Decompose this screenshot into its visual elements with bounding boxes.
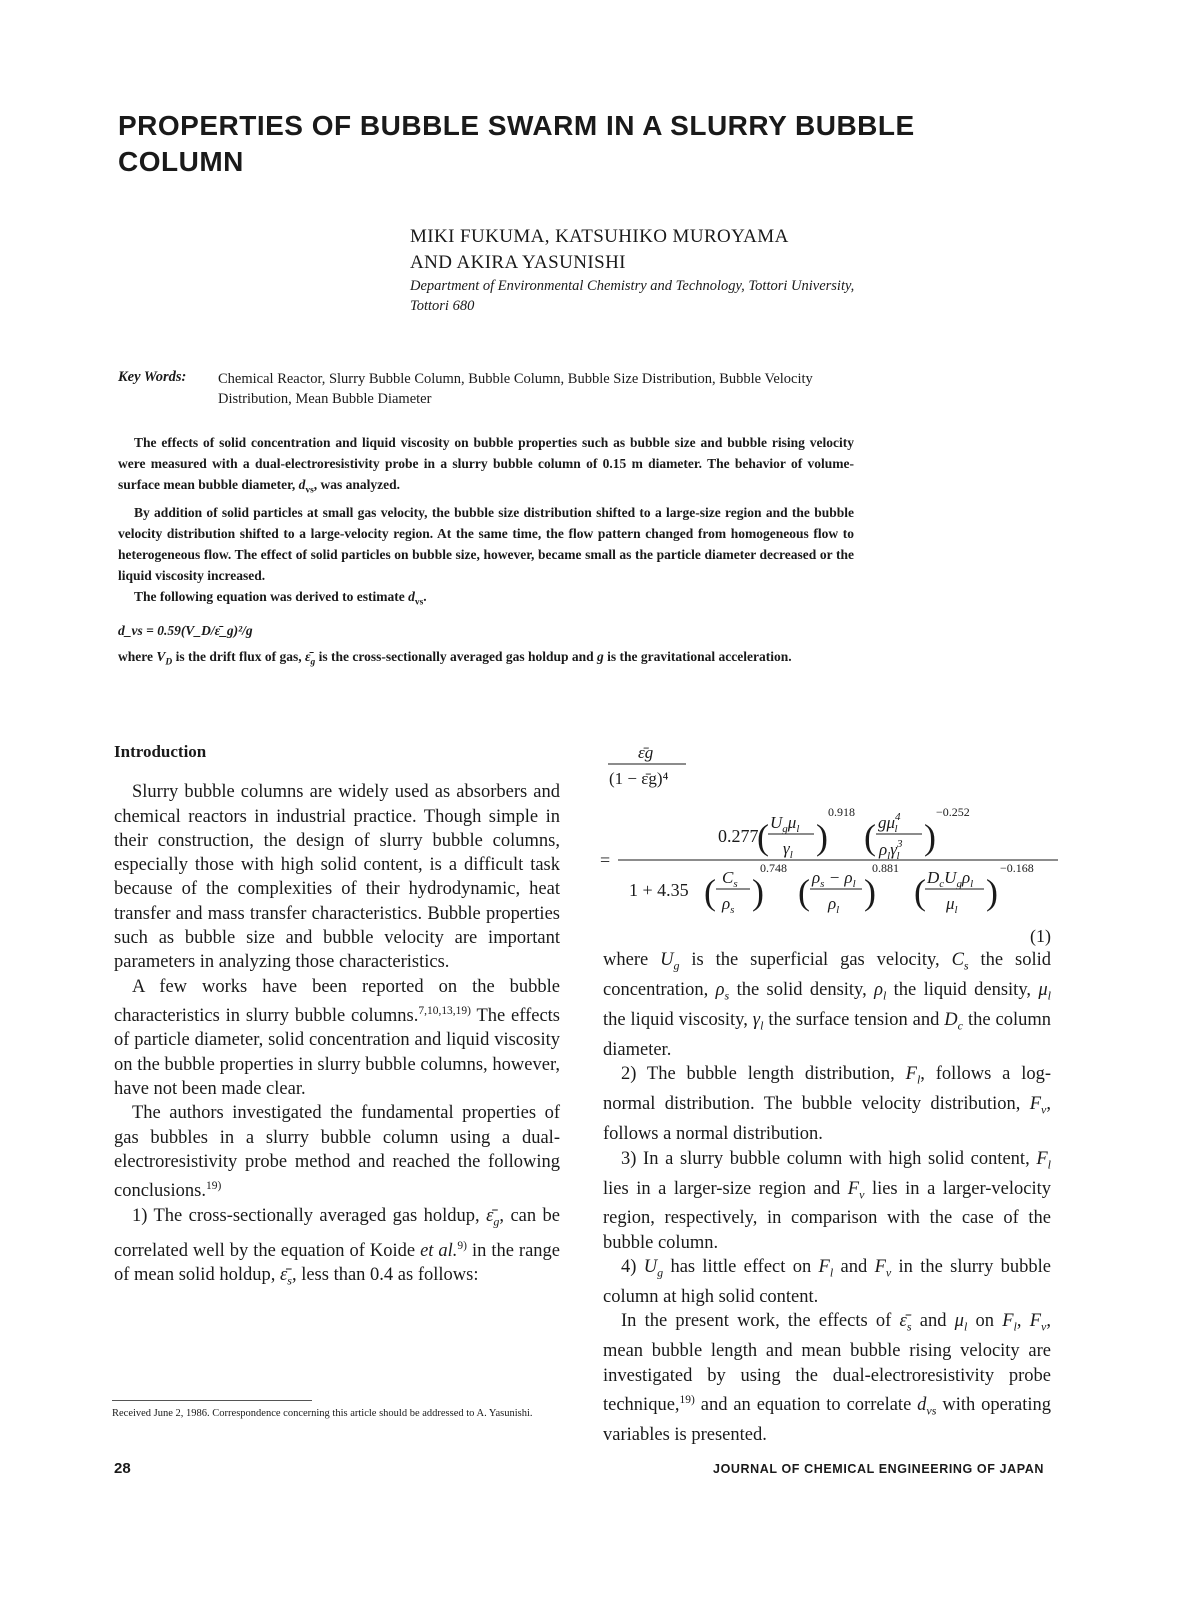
svg-text:gμ4l: $g\mu^4$ l (878, 811, 901, 835)
journal-name: JOURNAL OF CHEMICAL ENGINEERING OF JAPAN (713, 1462, 1044, 1476)
exponent-3: 0.748 (760, 861, 787, 875)
equation-1 (600, 738, 1060, 958)
right-column (603, 948, 1051, 1447)
affiliation-line-1: Department of Environmental Chemistry and Technology, Tottori University, (410, 278, 855, 294)
svg-text:=: = (600, 850, 611, 870)
exponent-2: −0.252 (936, 805, 970, 819)
exponent-1: 0.918 (828, 805, 855, 819)
lhs-numerator: ε̄g (638, 743, 654, 762)
svg-text:(: ( (757, 817, 769, 857)
section-heading-introduction: Introduction (114, 742, 207, 761)
svg-text:): ) (864, 872, 876, 912)
abstract-paragraph-3: The following equation was derived to estimate $d_{vs}$. (134, 588, 427, 608)
equation-1-graphic (600, 738, 1060, 958)
svg-text:ρl: $\rho_l$ (828, 894, 840, 916)
svg-text:(: ( (864, 817, 876, 857)
rhs-coef-top: 0.277 (718, 826, 759, 846)
equation-number: (1) (1030, 926, 1051, 946)
authors-line-2: AND AKIRA YASUNISHI (410, 252, 626, 273)
author-list (410, 224, 789, 276)
svg-text:(: ( (704, 872, 716, 912)
right-paragraph-where: where $U_g$ is the superficial gas velocity, $C_s$ the solid concentration, $\rho_s$ the solid density, $\rho_l$ the liquid density, $\mu_l$ the liquid viscosity, $\gamma_l$ the surface tension and $D_c$ the column diameter. (603, 950, 1051, 1060)
lhs-denominator: (1 − ε̄g)⁴ (609, 769, 669, 788)
svg-text:γl: $\gamma_l$ (783, 839, 793, 861)
exponent-5: −0.168 (1000, 861, 1034, 875)
exponent-4: 0.881 (872, 861, 899, 875)
svg-text:): ) (924, 817, 936, 857)
footnote-rule (112, 1400, 312, 1401)
keywords-text: Chemical Reactor, Slurry Bubble Column, Bubble Column, Bubble Size Distribution, Bubble Velocity Distribution, Mean Bubble Diameter (218, 371, 813, 407)
citation-ref: 7,10,13,19) (418, 1004, 471, 1017)
intro-paragraph-1: Slurry bubble columns are widely used as absorbers and chemical reactors in industrial practice. Though simple in their construction, the design of slurry bubble columns, especially those with high solid content, is a difficult task because of the complexities of their hydrodynamic, heat transfer and mass transfer characteristics. Bubble properties such as bubble size and bubble velocity are important parameters in analyzing those characteristics. (114, 782, 560, 973)
paper-title: PROPERTIES OF BUBBLE SWARM IN A SLURRY BUBBLE COLUMN (118, 110, 915, 177)
svg-text:): ) (816, 817, 828, 857)
abstract (118, 432, 854, 674)
intro-paragraph-4: 1) The cross-sectionally averaged gas holdup, $\varepsilon̄_g$, can be correlated well by the equation of Koide et al.$^{9)}$ in the range of mean solid holdup, $\varepsilon̄_s$, less than 0.4 as follows: (114, 1205, 560, 1288)
rhs-coef-bottom: 1 + 4.35 (629, 880, 689, 900)
authors-line-1: MIKI FUKUMA, KATSUHIKO MUROYAMA (410, 226, 789, 247)
affiliation (410, 276, 854, 316)
footnote: Received June 2, 1986. Correspondence concerning this article should be addressed to A. Yasunishi. (112, 1408, 533, 1419)
keywords-label: Key Words: (118, 369, 187, 385)
citation-ref: 9) (457, 1239, 467, 1252)
svg-text:(: ( (914, 872, 926, 912)
right-paragraph-2: 2) The bubble length distribution, $F_l$, follows a log-normal distribution. The bubble velocity distribution, $F_v$, follows a normal distribution. (603, 1064, 1051, 1145)
abstract-equation: d_vs = 0.59(V_D/ε̄_g)²/g (118, 623, 253, 639)
svg-text:ρs − ρl: $\rho_s - \rho_l$ (812, 868, 856, 890)
affiliation-line-2: Tottori 680 (410, 298, 475, 314)
svg-text:): ) (986, 872, 998, 912)
svg-text:DcUgρl: $D_cU_g\rho_l$ (927, 868, 974, 890)
right-paragraph-3: 3) In a slurry bubble column with high solid content, $F_l$ lies in a larger-size region and $F_v$ lies in a larger-velocity region, respectively, in comparison with the case of the bubble column. (603, 1148, 1051, 1253)
svg-text:(: ( (798, 872, 810, 912)
right-paragraph-4: 4) $U_g$ has little effect on $F_l$ and $F_v$ in the slurry bubble column at high solid content. (603, 1257, 1051, 1308)
abstract-paragraph-1: The effects of solid concentration and liquid viscosity on bubble properties such as bubble size and bubble rising velocity were measured with a dual-electroresistivity probe in a slurry bubble column of 0.15 m diameter. The behavior of volume-surface mean bubble diameter, $d_{vs}$, was analyzed. (118, 435, 854, 496)
page-number: 28 (114, 1460, 131, 1477)
abstract-paragraph-2: By addition of solid particles at small gas velocity, the bubble size distribution shifted to a large-size region and the bubble velocity distribution shifted to a large-velocity region. At the same time, the flow pattern changed from homogeneous flow to heterogeneous flow. The effect of solid particles on bubble size, however, became small as the particle diameter decreased or the liquid viscosity increased. (118, 504, 854, 583)
intro-paragraph-2: A few works have been reported on the bubble characteristics in slurry bubble columns.$^{7,10,13,19)}$ The effects of particle diameter, solid concentration and liquid viscosity on the bubble properties in slurry bubble columns, however, have not been made clear. (114, 976, 561, 1100)
left-column (114, 740, 560, 1293)
intro-paragraph-3: The authors investigated the fundamental properties of gas bubbles in a slurry bubble column using a dual-electroresistivity probe method and reached the following conclusions.$^{19)}$ (114, 1103, 560, 1202)
citation-ref: 19) (679, 1393, 695, 1406)
right-paragraph-5: In the present work, the effects of $\varepsilon̄_s$ and $\mu_l$ on $F_l$, $F_v$, mean bubble length and mean bubble rising velocity are investigated by using the dual-electroresistivity probe technique,$^{19)}$ and an equation to correlate $d_{vs}$ with operating variables is presented. (603, 1311, 1051, 1446)
abstract-where: where $V_D$ is the drift flux of gas, $\varepsilon̄_g$ is the cross-sectionally averaged gas holdup and g is the gravitational acceleration. (118, 649, 792, 669)
citation-ref: 19) (205, 1180, 222, 1193)
svg-text:): ) (752, 872, 764, 912)
svg-text:ρs: $\rho_s$ (722, 894, 735, 916)
svg-text:ρlγ3l: $\rho_l\gamma^3$ l (879, 838, 903, 862)
svg-text:μl: $\mu_l$ (946, 894, 958, 916)
svg-text:Ugμl: $U_g\mu_l$ (770, 813, 800, 835)
svg-text:Cs: $C_s$ (722, 868, 738, 890)
